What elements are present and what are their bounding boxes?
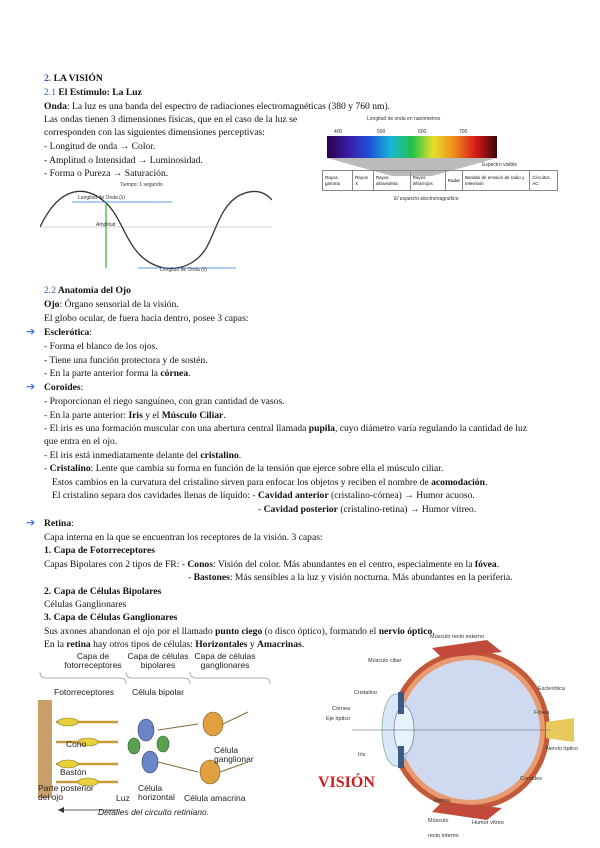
cell-ir: Rayos infrarrojos [410,171,445,191]
cor-line-3b: que entra en el ojo. [44,436,118,447]
spectrum-figure [322,110,558,206]
label-celula-ganglionar: Célula ganglionar [214,745,254,764]
eye-label-humor-vitreo: Humor vítreo [472,820,504,826]
ret-line-4: - Bastones: Más sensibles a la luz y visión nocturna. Más abundantes en la periferia. [188,572,513,583]
cor-line-1: - Proporcionan el riego sanguíneo, con gran cantidad de vasos. [44,396,285,407]
eye-label-retina: Retina [434,798,450,804]
tick-400: 400 [334,129,343,135]
cor-line-3: - El iris es una formación muscular con una abertura central llamada pupila, cuyo diámetro varía regulando la cantidad de luz [44,423,527,434]
cell-radar: Radar [445,171,462,191]
subsection-heading-anatomia: 2.2 Anatomía del Ojo [44,285,131,296]
bullet-arrow-icon: ➔ [26,516,36,529]
wave-figure [40,180,272,274]
retina-circuit-figure [38,652,272,820]
cor-line-5: - Cristalino: Lente que cambia su forma en función de la tensión que ejerce sobre ella el músculo ciliar. [44,463,444,474]
visible-spectrum-bar [327,136,497,158]
eye-label-nervio-optico: Nervio óptico [546,746,579,752]
eye-label-iris: Iris [358,752,366,758]
retina-header-ganglionares: Capa de células ganglionares [194,651,256,670]
label-celula-horizontal: Célula horizontal [138,783,175,802]
esc-line-3: - En la parte anterior forma la córnea. [44,368,191,379]
esclerotica-heading: Esclerótica: [44,327,92,338]
eye-illustration [312,630,588,828]
luz-line-5: - Amplitud o Intensidad → Luminosidad. [44,155,203,166]
cell-x: Rayos X [353,171,374,191]
coroides-heading: Coroides: [44,382,84,393]
label-baston: Bastón [60,767,87,777]
eye-label-recto-interno: Músculo recto interno [428,818,459,839]
ret-line-5: 2. Capa de Células Bipolares [44,586,162,597]
wave-time-label: Tiempo: 1 segundo [120,182,163,188]
spectrum-caption: El espectro electromagnético [394,196,459,202]
eye-label-cristalino: Cristalino [354,690,377,696]
eye-label-cornea: Córnea [332,706,351,712]
ret-line-7: 3. Capa de Células Ganglionares [44,612,178,623]
luz-line-2: Las ondas tienen 3 dimensiones físicas, que en el caso de la luz se [44,114,298,125]
label-celula-amacrina: Célula amacrina [184,793,246,803]
tick-700: 700 [459,129,468,135]
label-celula-bipolar: Célula bipolar [132,687,184,697]
eye-label-musculo-ciliar: Músculo ciliar [368,658,402,664]
ojo-line: Ojo: Órgano sensorial de la visión. [44,299,179,310]
ret-line-3: Capas Bipolares con 2 tipos de FR: - Conos: Visión del color. Más abundantes en el centro, especialmente en la fóvea. [44,559,500,570]
eye-figure-title: VISIÓN [318,774,375,791]
onda-line: Onda: La luz es una banda del espectro de radiaciones electromagnéticas (380 y 760 nm). [44,101,391,112]
wave-amplitude-label: Amplitud [96,222,116,228]
bullet-arrow-icon: ➔ [26,325,36,338]
luz-line-3: corresponden con las siguientes dimensiones perceptivas: [44,127,265,138]
eye-label-esclerotica: Esclerótica [538,686,565,692]
cor-line-4: - El iris está inmediatamente delante del cristalino. [44,450,242,461]
wave-length-top-label: Longitud de Onda (λ) [78,195,125,201]
ret-line-1: Capa interna en la que se encuentran los receptores de la visión. 3 capas: [44,532,323,543]
visible-spectrum-label: Espectro visible [482,162,518,168]
ret-line-9: En la retina hay otros tipos de células: Horizontales y Amacrinas. [44,639,305,650]
subsection-heading-estimulo: 2.1 El Estímulo: La Luz [44,87,142,98]
section-heading: 2. LA VISIÓN [44,73,103,84]
cell-ac: Circuitos AC [530,171,558,191]
globo-line: El globo ocular, de fuera hacia dentro, posee 3 capas: [44,313,249,324]
ret-line-6: Células Ganglionares [44,599,127,610]
label-cono: Cono [66,739,87,749]
retina-header-fotorreceptores: Capa de fotorreceptores [64,651,122,670]
tick-600: 600 [418,129,427,135]
wave-length-bottom-label: Longitud de Onda (λ) [160,267,207,273]
luz-line-4: - Longitud de onda → Color. [44,141,156,152]
retina-caption: Detalles del circuito retiniano. [98,807,210,817]
cor-line-7: El cristalino separa dos cavidades llenas de líquido: - Cavidad anterior (cristalino-córnea) → Humor acuoso. [52,490,475,501]
label-parte-posterior: Parte posterior del ojo [38,783,94,802]
cor-line-6: Estos cambios en la curvatura del cristalino sirven para enfocar los objetos y reciben el nombre de acomodación. [52,477,488,488]
cell-gamma: Rayos gamma [323,171,353,191]
cor-line-2: - En la parte anterior: Iris y el Músculo Ciliar. [44,410,226,421]
luz-line-6: - Forma o Pureza → Saturación. [44,168,169,179]
ret-line-8: Sus axones abandonan el ojo por el llamado punto ciego (o disco óptico), formando el nervio óptico. [44,626,435,637]
label-luz: Luz [116,793,130,803]
eye-label-recto-externo: Músculo recto externo [430,634,485,640]
retina-heading: Retina: [44,518,74,529]
eye-label-coroides: Coroides [520,776,543,782]
eye-label-fovea: Fóvea [534,710,550,716]
spectrum-table [322,170,558,191]
cor-line-8: - Cavidad posterior (cristalino-retina) → Humor vítreo. [258,504,477,515]
retina-header-bipolares: Capa de células bipolares [127,651,189,670]
eye-anatomy-figure [312,630,588,839]
esc-line-2: - Tiene una función protectora y de sostén. [44,355,208,366]
ret-line-2: 1. Capa de Fotorreceptores [44,545,156,556]
label-fotorreceptores: Fotorreceptores [54,687,114,697]
cell-radio: Bandas de emisión de radio y televisión [463,171,530,191]
cell-uv: Rayos ultravioleta [373,171,410,191]
bullet-arrow-icon: ➔ [26,380,36,393]
tick-500: 500 [377,129,386,135]
esc-line-1: - Forma el blanco de los ojos. [44,341,158,352]
wave-diagram [40,180,272,274]
eye-label-eje-optico: Eje óptico [326,716,351,722]
spectrum-title: Longitud de onda en nanómetros [367,116,441,122]
